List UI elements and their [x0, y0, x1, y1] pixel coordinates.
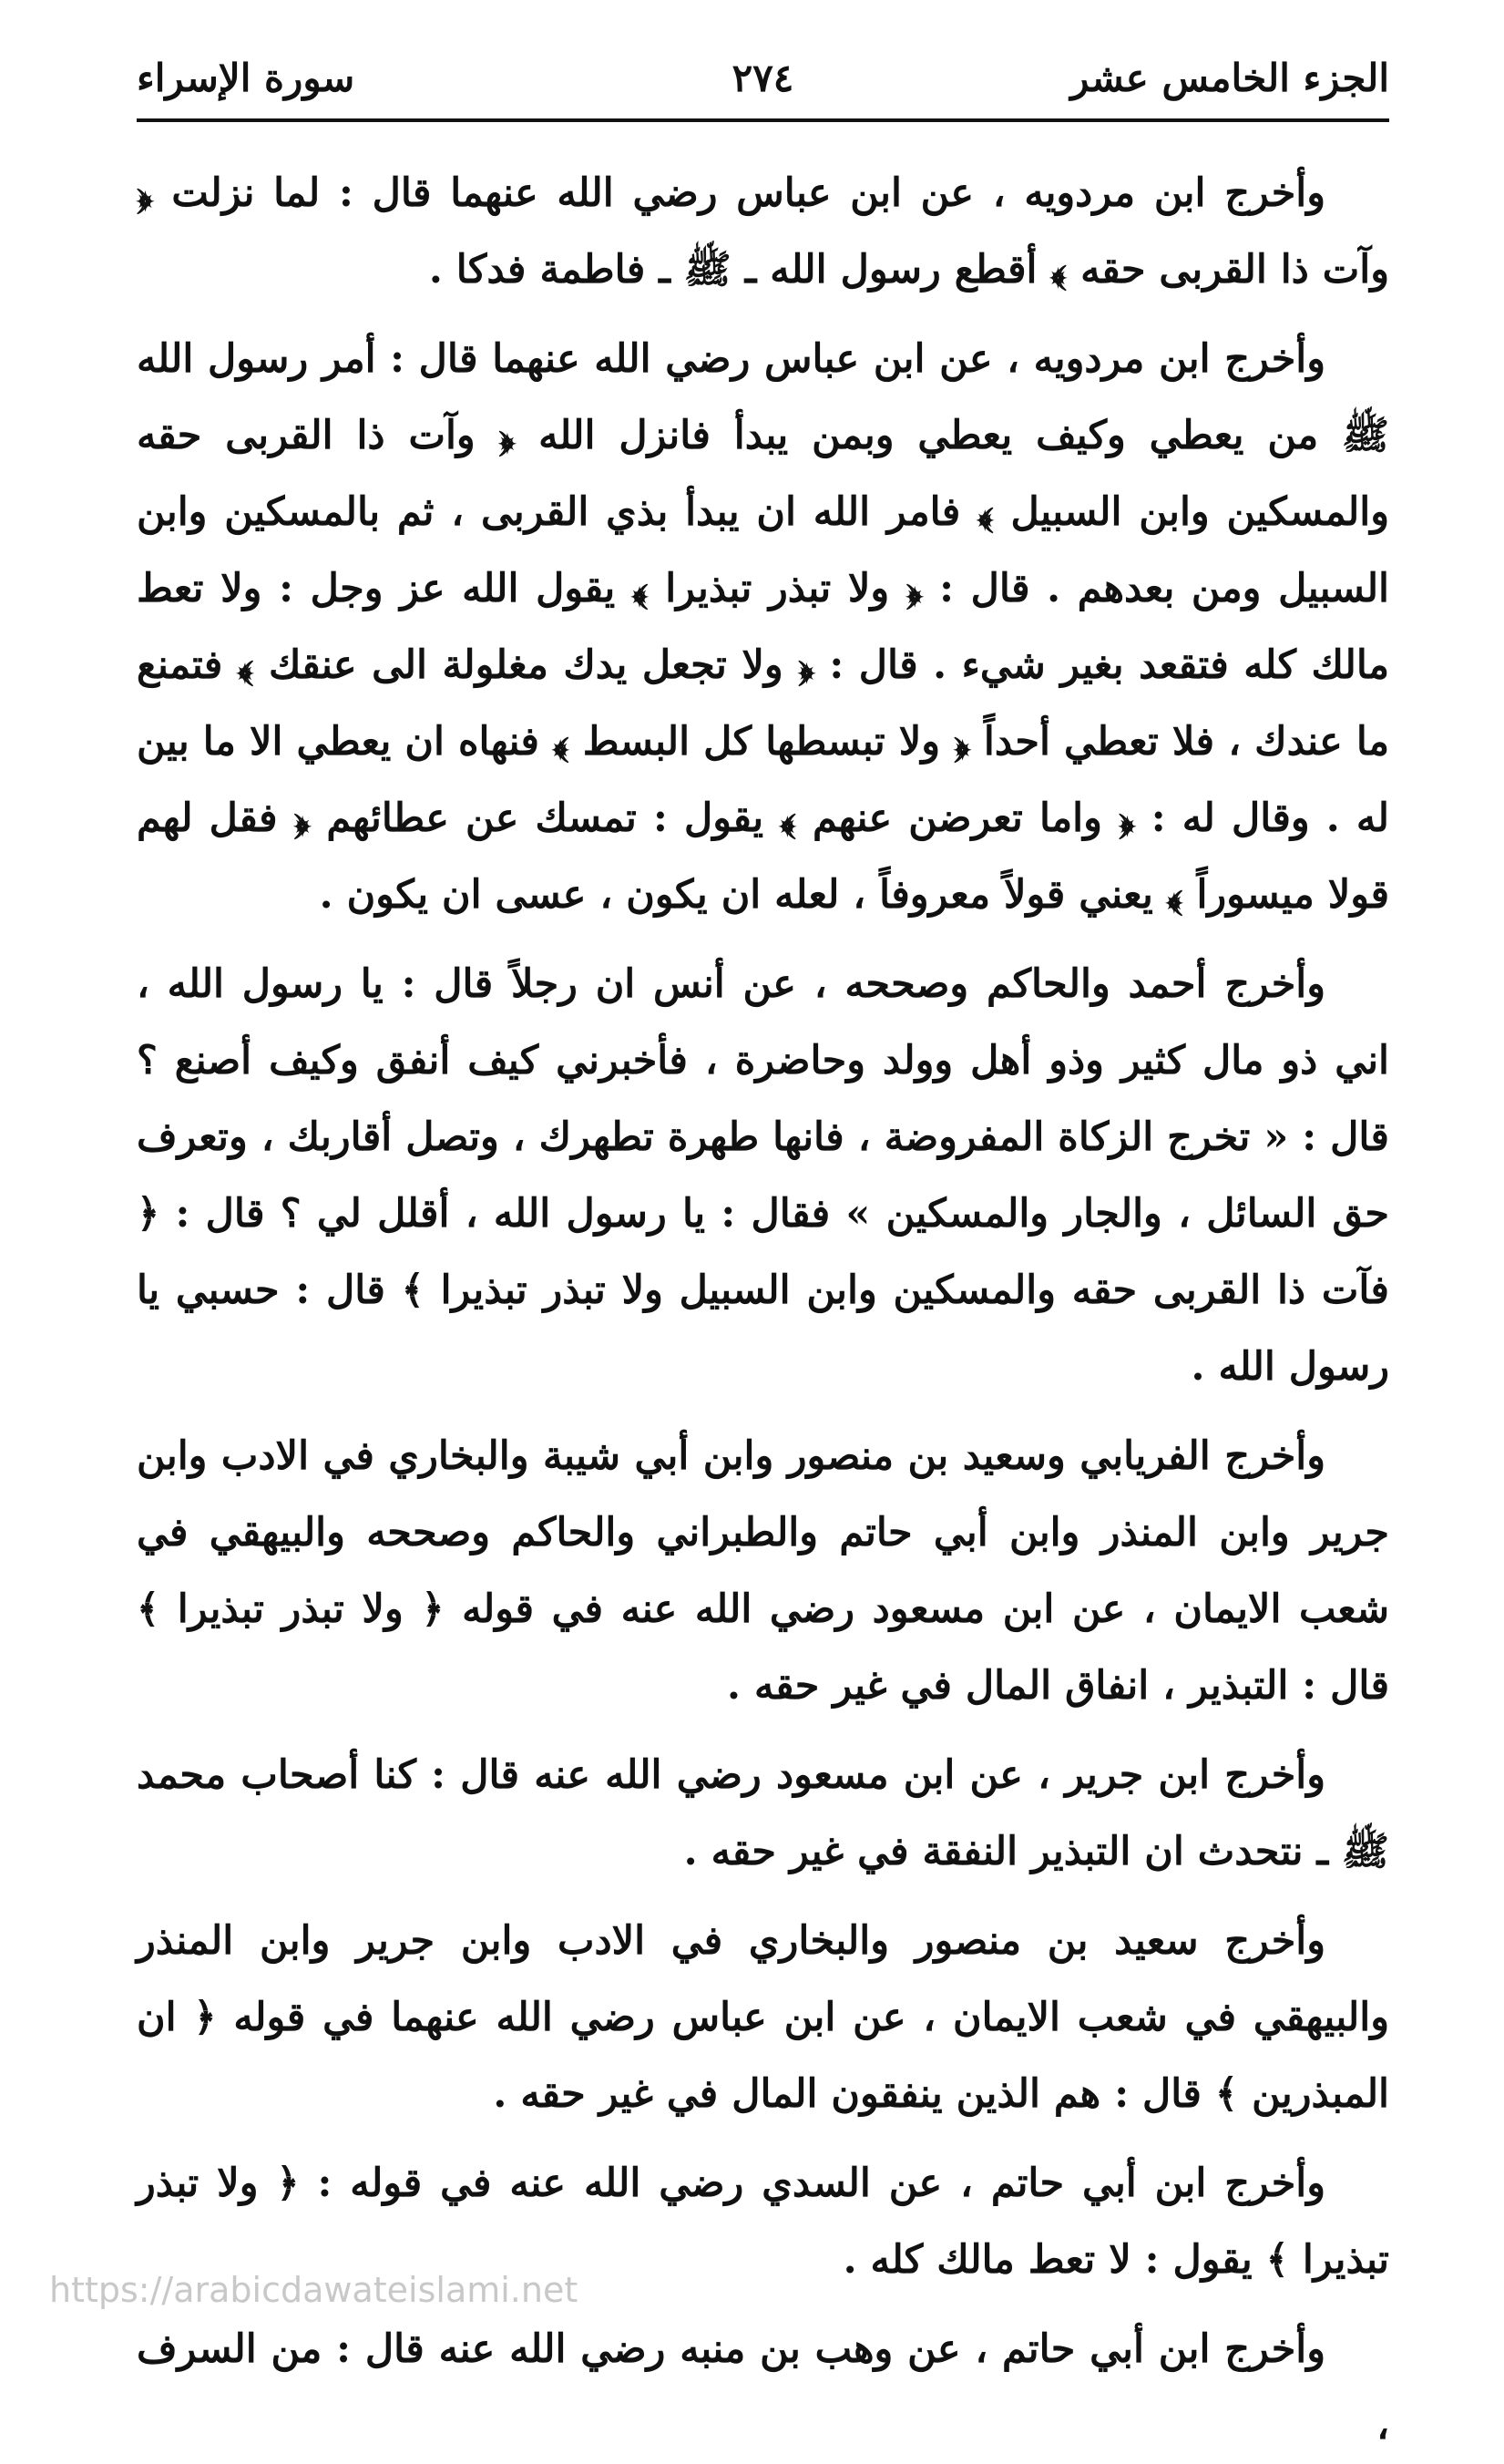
- paragraph: وأخرج ابن مردويه ، عن ابن عباس رضي الله عنهما قال : أمر رسول الله ﷺ من يعطي وكيف يعطي وبمن يبدأ فانزل الله ﴿ وآت ذا القربى حقه والمسكين وابن السبيل ﴾ فامر الله ان يبدأ بذي القربى ، ثم بالمسكين وابن السبيل ومن بعدهم . قال : ﴿ ولا تبذر تبذيرا ﴾ يقول الله عز وجل : ولا تعط مالك كله فتقعد بغير شيء . قال : ﴿ ولا تجعل يدك مغلولة الى عنقك ﴾ فتمنع ما عندك ، فلا تعطي أحداً ﴿ ولا تبسطها كل البسط ﴾ فنهاه ان يعطي الا ما بين له . وقال له : ﴿ واما تعرضن عنهم ﴾ يقول : تمسك عن عطائهم ﴿ فقل لهم قولا ميسوراً ﴾ يعني قولاً معروفاً ، لعله ان يكون ، عسى ان يكون .: [137, 336, 1389, 918]
- paragraph: وأخرج ابن جرير ، عن ابن مسعود رضي الله عنه قال : كنا أصحاب محمد ﷺ ـ نتحدث ان التبذير النفقة في غير حقه .: [137, 1752, 1389, 1874]
- paragraph: وأخرج الفريابي وسعيد بن منصور وابن أبي شيبة والبخاري في الادب وابن جرير وابن المنذر وابن أبي حاتم والطبراني والحاكم وصححه والبيهقي في شعب الايمان ، عن ابن مسعود رضي الله عنه في قوله ﴿ ولا تبذر تبذيرا ﴾ قال : التبذير ، انفاق المال في غير حقه .: [137, 1433, 1389, 1709]
- page-header: [137, 36, 1389, 122]
- surah-title: سورة الإسراء: [137, 55, 355, 100]
- page-body: [137, 155, 1389, 2464]
- paragraph: وأخرج سعيد بن منصور والبخاري في الادب وابن جرير وابن المنذر والبيهقي في شعب الايمان ، عن ابن عباس رضي الله عنهما في قوله ﴿ ان المبذرين ﴾ قال : هم الذين ينفقون المال في غير حقه .: [137, 1918, 1389, 2117]
- paragraph: وأخرج ابن أبي حاتم ، عن السدي رضي الله عنه في قوله : ﴿ ولا تبذر تبذيرا ﴾ يقول : لا تعط مالك كله .: [137, 2161, 1389, 2283]
- paragraph: وأخرج أحمد والحاكم وصححه ، عن أنس ان رجلاً قال : يا رسول الله ، اني ذو مال كثير وذو أهل وولد وحاضرة ، فأخبرني كيف أنفق وكيف أصنع ؟ قال : « تخرج الزكاة المفروضة ، فانها طهرة تطهرك ، وتصل أقاربك ، وتعرف حق السائل ، والجار والمسكين » فقال : يا رسول الله ، أقلل لي ؟ قال : ﴿ فآت ذا القربى حقه والمسكين وابن السبيل ولا تبذر تبذيرا ﴾ قال : حسبي يا رسول الله .: [137, 961, 1389, 1390]
- source-watermark: https://arabicdawateislami.net: [49, 2270, 578, 2310]
- page-number: ٢٧٤: [732, 55, 794, 100]
- part-title: الجزء الخامس عشر: [1070, 55, 1389, 100]
- paragraph: وأخرج ابن مردويه ، عن ابن عباس رضي الله عنهما قال : لما نزلت ﴿ وآت ذا القربى حقه ﴾ أقطع رسول الله ـ ﷺ ـ فاطمة فدكا .: [137, 170, 1389, 293]
- paragraph: وأخرج ابن أبي حاتم ، عن وهب بن منبه رضي الله عنه قال : من السرف ،: [137, 2326, 1389, 2449]
